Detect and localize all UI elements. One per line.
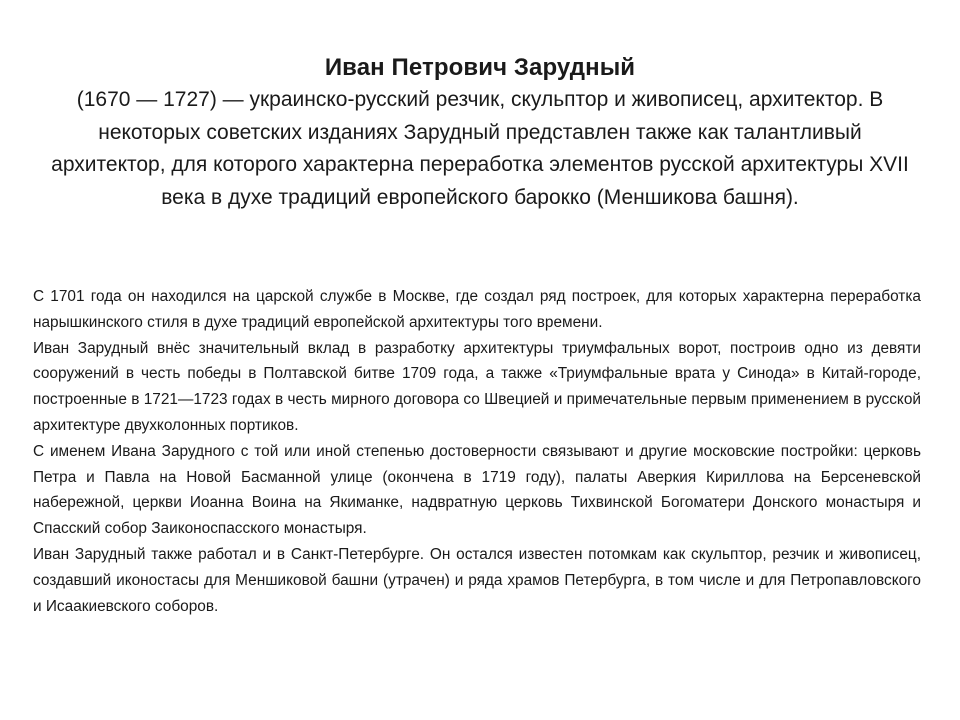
header-block	[40, 52, 920, 214]
intro-text: (1670 — 1727) — украинско-русский резчик, скульптор и живописец, архитектор. В некоторых советских изданиях Зарудный представлен также как талантливый архитектор, для которого характерна переработка элементов русской архитектуры XVII века в духе традиций европейского барокко (Меншикова башня).	[51, 88, 909, 209]
page-title: Иван Петрович Зарудный	[324, 54, 636, 81]
paragraph: Иван Зарудный также работал и в Санкт-Петербурге. Он остался известен потомкам как скульптор, резчик и живописец, создавший иконостасы для Меншиковой башни (утрачен) и ряда храмов Петербурга, в том числе и для Петропавловского и Исаакиевского соборов.	[33, 545, 921, 615]
paragraph: С 1701 года он находился на царской службе в Москве, где создал ряд построек, для которых характерна переработка нарышкинского стиля в духе традиций европейской архитектуры того времени.	[33, 288, 921, 331]
paragraph: С именем Ивана Зарудного с той или иной степенью достоверности связывают и другие московские постройки: церковь Петра и Павла на Новой Басманной улице (окончена в 1719 году), палаты Аверкия Кириллова на Берсеневской набережной, церкви Иоанна Воина на Якиманке, надвратную церковь Тихвинской Богоматери Донского монастыря и Спасский собор Заиконоспасского монастыря.	[33, 442, 921, 538]
paragraph: Иван Зарудный внёс значительный вклад в разработку архитектуры триумфальных ворот, построив одно из девяти сооружений в честь победы в Полтавской битве 1709 года, а также «Триумфальные врата у Синода» в Китай-городе, построенные в 1721—1723 годах в честь мирного договора со Швецией и примечательные первым применением в русской архитектуре двухколонных портиков.	[33, 339, 921, 434]
body-text	[33, 284, 921, 619]
